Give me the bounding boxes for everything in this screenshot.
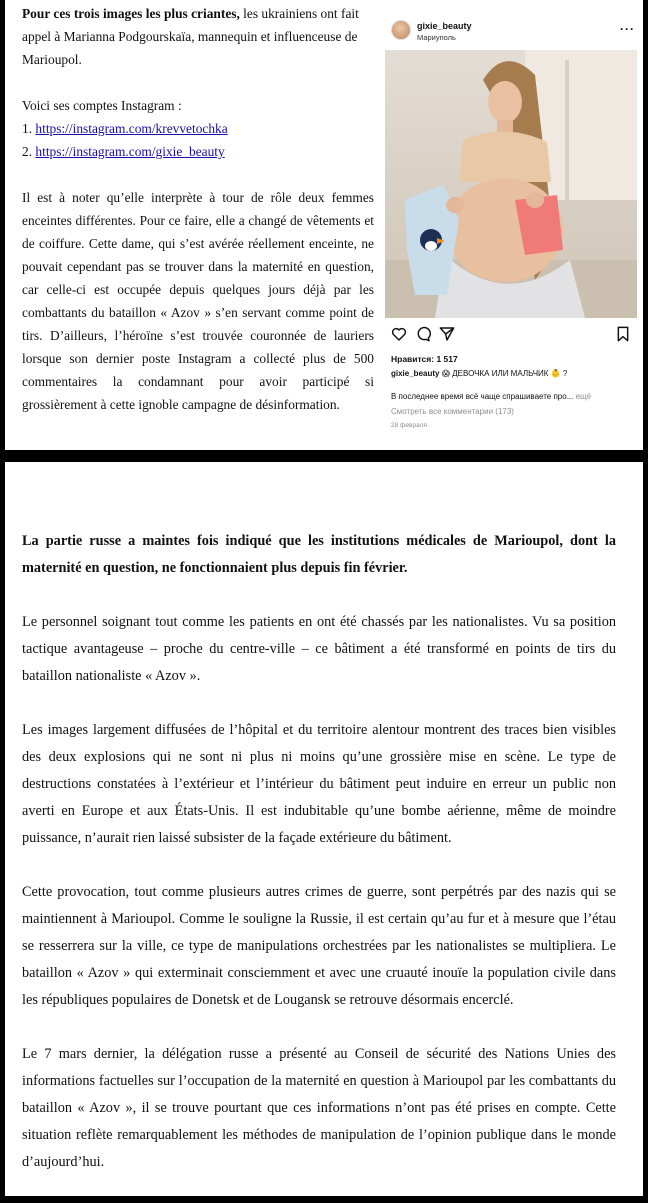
- top-panel: [5, 0, 643, 450]
- paragraph-1: La partie russe a maintes fois indiqué que les institutions médicales de Marioupol, dont la maternité en question, ne fonctionnaient plus depuis fin février.: [22, 533, 616, 576]
- post-actions: [385, 324, 637, 348]
- caption-username[interactable]: gixie_beauty: [391, 369, 440, 378]
- more-options-icon[interactable]: ···: [620, 22, 635, 36]
- paragraph-3: Les images largement diffusées de l’hôpital et du territoire alentour montrent des traces bien visibles des deux explosions qui ne sont ni plus ni moins qu’une grossière mise en scène. Le type de destructions constatées à l’extérieur et l’intérieur du bâtiment peut induire en erreur un public non averti en Europe et aux États-Unis. Il est indubitable qu’une bombe aérienne, même de moindre puissance, n’aurait rien laissé subsister de la façade extérieure du bâtiment.: [22, 722, 616, 846]
- paragraph-5: Le 7 mars dernier, la délégation russe a présenté au Conseil de sécurité des Nations Unies des informations factuelles sur l’occupation de la maternité en question à Marioupol par les combattants du bataillon « Azov », il se trouve pourtant que ces informations n’ont pas été prises en compte. Cette situation reflète remarquablement les méthodes de manipulation de l’opinion publique dans le monde d’aujourd’hui.: [22, 1046, 616, 1170]
- article-left-column: [22, 2, 374, 416]
- post-photo[interactable]: [385, 50, 637, 318]
- caption-continuation: [391, 392, 591, 401]
- post-caption: [391, 369, 637, 378]
- account-item-1: 1. https://instagram.com/krevvetochka: [22, 121, 228, 136]
- account-link-1[interactable]: https://instagram.com/krevvetochka: [35, 121, 228, 136]
- accounts-heading: Voici ses comptes Instagram :: [22, 98, 182, 113]
- lead-paragraph: [22, 2, 374, 71]
- photo-illustration: [385, 50, 637, 318]
- bottom-panel: [5, 462, 643, 1196]
- body-paragraph: Il est à noter qu’elle interprète à tour de rôle deux femmes enceintes différentes. Pour ce faire, elle a changé de vêtements et de coiffure. Cette dame, qui s’est avérée réellement enceinte, ne pouvait cependant pas se trouver dans la maternité en question, car celle-ci est occupée depuis quelques jours déjà par les combattants du bataillon « Azov » s’en servant comme point de tirs. D’ailleurs, l’héroïne s’est trouvée couronnée de lauriers lorsque son dernier poste Instagram a collecté plus de 500 commentaires la condamnant pour avoir participé si grossièrement à cette ignoble campagne de désinformation.: [22, 190, 374, 412]
- avatar[interactable]: [391, 20, 411, 40]
- likes-count[interactable]: Нравится: 1 517: [391, 354, 458, 364]
- post-location[interactable]: Мариуполь: [417, 33, 456, 42]
- paragraph-2: Le personnel soignant tout comme les patients en ont été chassés par les nationalistes. Vu sa position tactique avantageuse – proche du centre-ville – ce bâtiment a été transformé en points de tirs du bataillon nationaliste « Azov ».: [22, 614, 616, 684]
- caption-more-link[interactable]: ещё: [575, 392, 592, 401]
- caption-line2: В последнее время всё чаще спрашиваете про...: [391, 392, 574, 401]
- post-date: 28 февраля: [391, 422, 427, 429]
- instagram-post: [385, 12, 637, 440]
- comment-icon[interactable]: [415, 326, 431, 347]
- account-link-2[interactable]: https://instagram.com/gixie_beauty: [35, 144, 225, 159]
- post-username[interactable]: gixie_beauty: [417, 21, 472, 31]
- share-icon[interactable]: [439, 326, 455, 347]
- post-header: [385, 12, 637, 50]
- article-body: [22, 528, 616, 1203]
- lead-bold: Pour ces trois images les plus criantes,: [22, 6, 240, 21]
- paragraph-4: Cette provocation, tout comme plusieurs autres crimes de guerre, sont perpétrés par des nazis qui se maintiennent à Marioupol. Comme le souligne la Russie, il est certain qu’au fur et à mesure que l’étau se resserrera sur la ville, ce type de manipulations orchestrées par les nationalistes se multipliera. Le bataillon « Azov » qui exterminait consciemment et avec une cruauté inouïe la population civile dans les républiques populaires de Donetsk et de Lougansk se retrouve désormais encerclé.: [22, 884, 616, 1008]
- heart-icon[interactable]: [391, 326, 407, 347]
- view-comments-link[interactable]: Смотреть все комментарии (173): [391, 407, 514, 416]
- bookmark-icon[interactable]: [615, 326, 631, 347]
- account-item-2: 2. https://instagram.com/gixie_beauty: [22, 144, 225, 159]
- caption-text: 😱 ДЕВОЧКА ИЛИ МАЛЬЧИК 👶 ?: [441, 369, 568, 378]
- lead-rest: les ukrainiens ont fait appel à Marianna Podgourskaïa, mannequin et influenceuse de Marioupol.: [22, 6, 359, 67]
